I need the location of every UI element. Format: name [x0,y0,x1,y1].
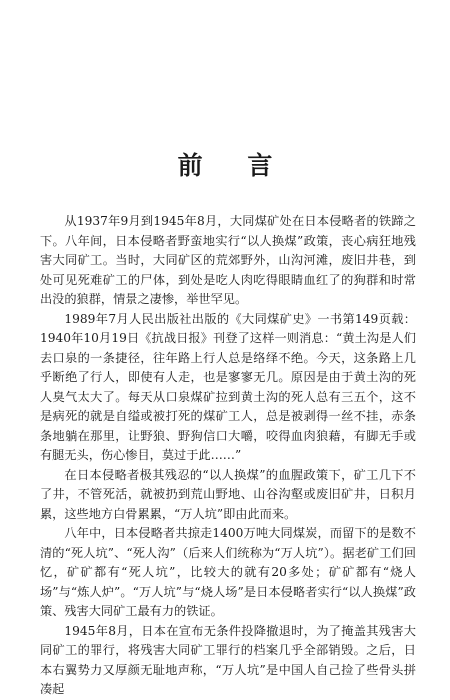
paragraph: 1989年7月人民出版社出版的《大同煤矿史》一书第149页载：1940年10月19日《抗战日报》刊登了这样一则消息：“黄土沟是人们去口泉的一条捷径，往年路上行人总是络绎不绝。今天，这条路上几乎断绝了行人，即使有人走，也是寥寥无几。原因是由于黄土沟的死人臭气太大了。每天从口泉煤矿拉到黄土沟的死人总有三五个，这不是病死的就是自缢或被打死的煤矿工人，总是被剥得一丝不挂，赤条条地躺在那里，让野狼、野狗信口大嚼，咬得血肉狼藉，有脚无手或有腿无头，伤心惨目，莫过于此……” [40,311,416,462]
paragraph: 1945年8月，日本在宣布无条件投降撤退时，为了掩盖其残害大同矿工的罪行，将残害大同矿工罪行的档案几乎全部销毁。之后，日本右翼势力又厚颜无耻地声称，“万人坑”是中国人自己捡了些骨头拼凑起 [40,623,416,696]
paragraph: 在日本侵略者极其残忍的“以人换煤”的血腥政策下，矿工几下不了井，不管死活，就被扔到荒山野地、山谷沟壑或废旧矿井，日积月累，这些地方白骨累累，“万人坑”即由此而来。 [40,467,416,521]
paragraph: 八年中，日本侵略者共掠走1400万吨大同煤炭，而留下的是数不清的“死人坑”、“死人沟”（后来人们统称为“万人坑”）。据老矿工们回忆，矿矿都有“死人坑”，比较大的就有20多处；矿矿都有“烧人场”与“炼人炉”。“万人坑”与“烧人场”是日本侵略者实行“以人换煤”政策、残害大同矿工最有力的铁证。 [40,526,416,618]
preface-body [40,212,416,700]
preface-title: 前 言 [177,151,291,180]
paragraph: 从1937年9月到1945年8月，大同煤矿处在日本侵略者的铁蹄之下。八年间，日本侵略者野蛮地实行“以人换煤”政策，丧心病狂地残害大同矿工。当时，大同矿区的荒郊野外，山沟河滩，废旧井巷，到处可见死难矿工的尸体，到处是吃人肉吃得眼睛血红了的狗群和时常出没的狼群，情景之凄惨，举世罕见。 [40,214,416,306]
